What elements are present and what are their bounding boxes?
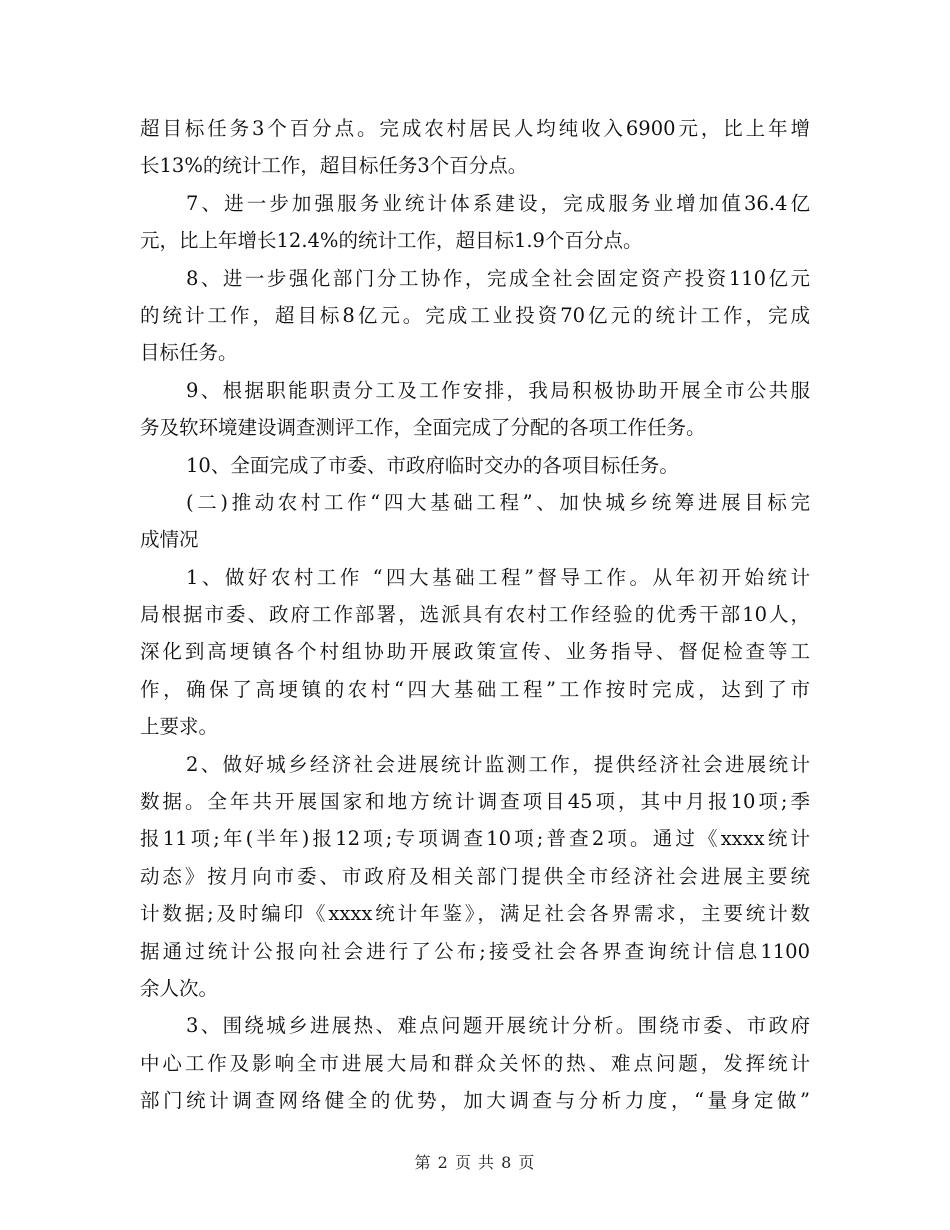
text-line: (二)推动农村工作“四大基础工程”、加快城乡统筹进展目标完: [186, 490, 810, 514]
document-body: [140, 110, 810, 1120]
text-line: 动态》按月向市委、市政府及相关部门提供全市经济社会进展主要统: [140, 864, 810, 888]
text-line: 9、根据职能职责分工及工作安排，我局积极协助开展全市公共服: [186, 378, 810, 402]
text-line: 局根据市委、政府工作部署，选派具有农村工作经验的优秀干部10人，: [140, 603, 810, 627]
text-line: 报11项;年(半年)报12项;专项调查10项;普查2项。通过《xxxx统计: [140, 827, 810, 851]
text-line: 2、做好城乡经济社会进展统计监测工作，提供经济社会进展统计: [186, 752, 810, 776]
text-line: 上要求。: [140, 715, 219, 739]
text-line: 成情况: [140, 528, 199, 552]
text-line: 数据。全年共开展国家和地方统计调查项目45项，其中月报10项;季: [140, 790, 810, 814]
text-line: 超目标任务3个百分点。完成农村居民人均纯收入6900元，比上年增: [140, 117, 810, 140]
text-line: 7、进一步加强服务业统计体系建设，完成服务业增加值36.4亿: [186, 191, 810, 215]
text-line: 元，比上年增长12.4%的统计工作，超目标1.9个百分点。: [140, 229, 643, 253]
text-line: 长13%的统计工作，超目标任务3个百分点。: [140, 154, 528, 178]
text-line: 计数据;及时编印《xxxx统计年鉴》，满足社会各界需求，主要统计数: [140, 902, 810, 926]
text-line: 目标任务。: [140, 341, 238, 365]
text-line: 8、进一步强化部门分工协作，完成全社会固定资产投资110亿元: [186, 266, 810, 290]
text-line: 3、围绕城乡进展热、难点问题开展统计分析。围绕市委、市政府: [186, 1014, 810, 1038]
text-line: 中心工作及影响全市进展大局和群众关怀的热、难点问题，发挥统计: [140, 1051, 810, 1075]
text-line: 作，确保了高埂镇的农村“四大基础工程”工作按时完成，达到了市: [140, 677, 810, 701]
page-footer: 第 2 页 共 8 页: [414, 1153, 536, 1172]
text-line: 深化到高埂镇各个村组协助开展政策宣传、业务指导、督促检查等工: [140, 640, 810, 664]
text-line: 部门统计调查网络健全的优势，加大调查与分析力度，“量身定做”: [140, 1089, 810, 1113]
text-line: 余人次。: [140, 976, 219, 1000]
text-line: 1、做好农村工作 “四大基础工程”督导工作。从年初开始统计: [186, 565, 810, 589]
text-line: 据通过统计公报向社会进行了公布;接受社会各界查询统计信息1100: [140, 939, 810, 963]
text-line: 的统计工作，超目标8亿元。完成工业投资70亿元的统计工作，完成: [140, 303, 810, 327]
text-line: 务及软环境建设调查测评工作，全面完成了分配的各项工作任务。: [140, 416, 706, 440]
text-line: 10、全面完成了市委、市政府临时交办的各项目标任务。: [186, 453, 679, 477]
